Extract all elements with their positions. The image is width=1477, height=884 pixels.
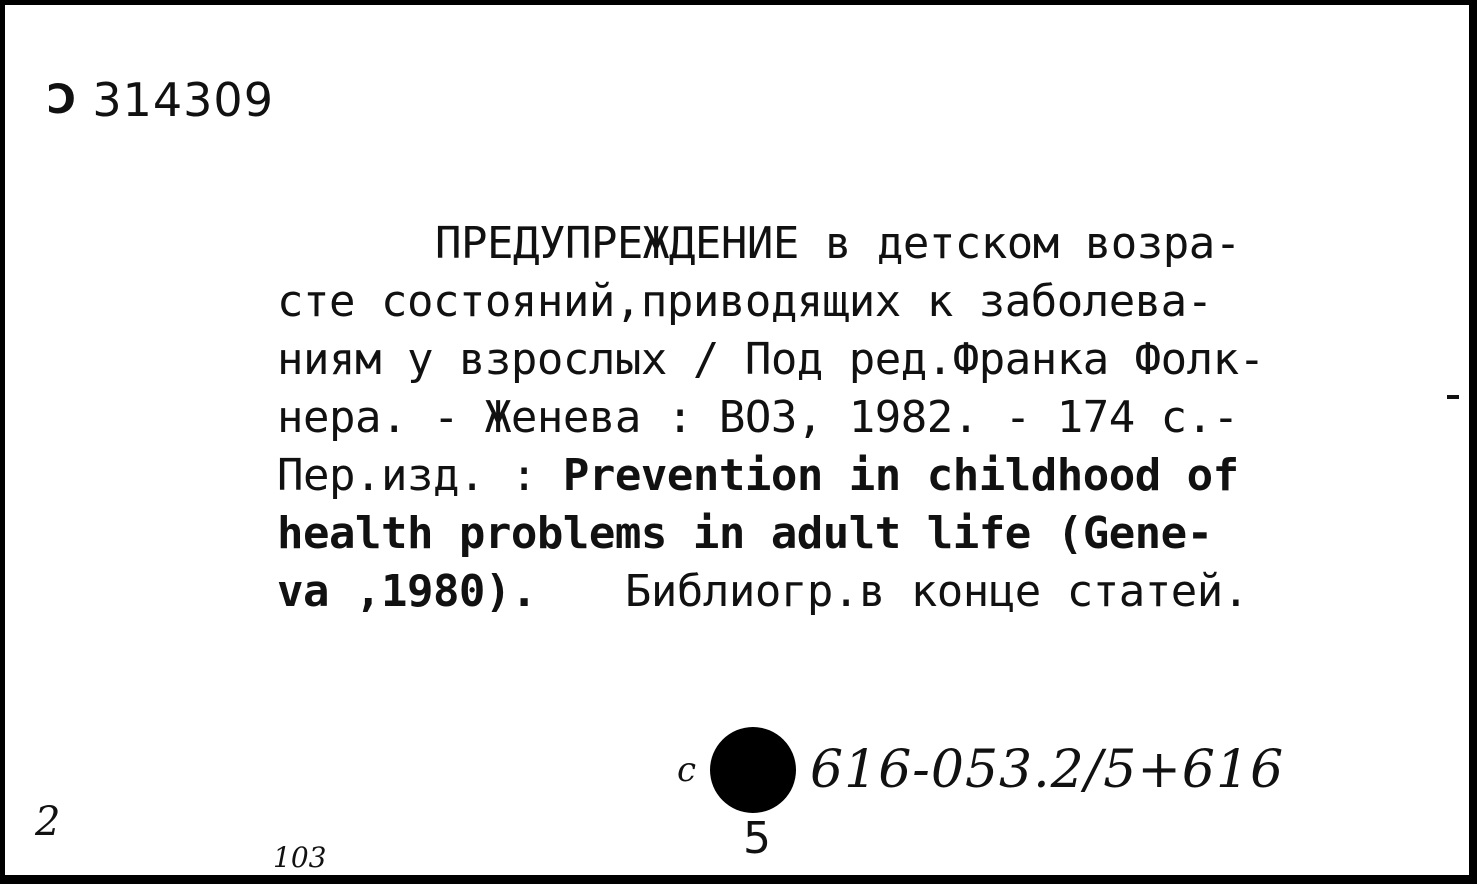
original-title-part: Prevention in childhood of (562, 450, 1239, 501)
copy-number: 5 (743, 813, 771, 864)
call-mark: Ɔ (47, 77, 77, 123)
entry-line: ниям у взрослых / Под ред.Франка Фолк- (277, 334, 1265, 385)
classification-line (677, 727, 1284, 813)
original-title-line (277, 449, 1447, 507)
last-entry-line (277, 565, 1447, 623)
call-number-value: 314309 (92, 73, 274, 127)
page-note: 103 (273, 841, 327, 874)
call-number (47, 73, 274, 127)
original-title-prefix: Пер.изд. : (277, 450, 563, 501)
bibliography-note: Библиогр.в конце статей. (624, 566, 1249, 617)
original-title-part: va ,1980). (277, 566, 537, 617)
corner-mark: 2 (35, 799, 61, 845)
entry-line: сте состояний,приводящих к заболева- (277, 276, 1213, 327)
catalog-card (2, 2, 1472, 878)
udc-code: 616-053.2/5+616 (810, 740, 1285, 800)
entry-line: нера. - Женева : ВОЗ, 1982. - 174 с.- (277, 392, 1239, 443)
class-prefix: с (677, 750, 697, 790)
entry-line: ПРЕДУПРЕЖДЕНИЕ в детском возра- (435, 218, 1241, 269)
original-title-part: health problems in adult life (Gene- (277, 508, 1213, 559)
bibliographic-entry (277, 217, 1447, 623)
margin-dash (1447, 395, 1459, 399)
filled-circle-marker (710, 727, 796, 813)
